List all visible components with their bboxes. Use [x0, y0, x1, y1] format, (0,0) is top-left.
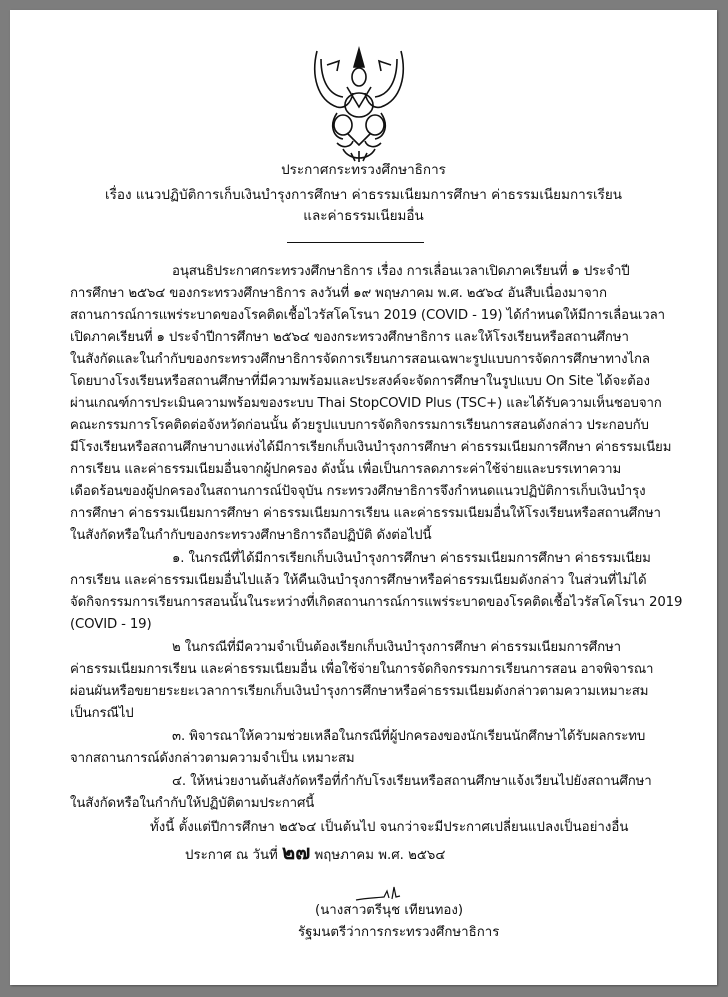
garuda-emblem-icon	[307, 45, 411, 163]
body-line: ในสังกัดหรือในกำกับของกระทรวงศึกษาธิการถือปฏิบัติ ดังต่อไปนี้	[70, 528, 432, 543]
clause-3-line: ๓. พิจารณาให้ความช่วยเหลือในกรณีที่ผู้ปกครองของนักเรียนนักศึกษาได้รับผลกระทบ	[172, 729, 646, 744]
clause-2-line: เป็นกรณีไป	[70, 706, 134, 721]
signatory-position: รัฐมนตรีว่าการกระทรวงศึกษาธิการ	[298, 925, 500, 940]
clause-1-line: การเรียน และค่าธรรมเนียมอื่นไปแล้ว ให้คืนเงินบำรุงการศึกษาหรือค่าธรรมเนียมดังกล่าว ในส่วนที่ไม่ได้	[70, 573, 647, 588]
clause-2-line: ๒ ในกรณีที่มีความจำเป็นต้องเรียกเก็บเงินบำรุงการศึกษา ค่าธรรมเนียมการศึกษา	[172, 640, 621, 655]
clause-1-line: จัดกิจกรรมการเรียนการสอนนั้นในระหว่างที่เกิดสถานการณ์การแพร่ระบาดของโรคติดเชื้อไวรัสโคโรนา 2019	[70, 595, 683, 610]
heading-divider	[287, 242, 424, 243]
body-line: ในสังกัดและในกำกับของกระทรวงศึกษาธิการจัดการเรียนการสอนเฉพาะรูปแบบการจัดการศึกษาทางไกล	[70, 352, 650, 367]
body-line: การเรียน และค่าธรรมเนียมอื่นจากผู้ปกครอง ดังนั้น เพื่อเป็นการลดภาระค่าใช้จ่ายและบรรเทาความ	[70, 462, 622, 477]
announcement-heading: ประกาศกระทรวงศึกษาธิการ	[281, 162, 446, 178]
body-line: มีโรงเรียนหรือสถานศึกษาบางแห่งได้มีการเรียกเก็บเงินบำรุงการศึกษา ค่าธรรมเนียมการศึกษา ค่าธรรมเนียม	[70, 440, 672, 455]
body-line: สถานการณ์การแพร่ระบาดของโรคติดเชื้อไวรัสโคโรนา 2019 (COVID - 19) ได้กำหนดให้มีการเลื่อนเวลา	[70, 308, 665, 323]
body-line: การศึกษา ค่าธรรมเนียมการศึกษา ค่าธรรมเนียมการเรียน และค่าธรรมเนียมอื่นให้โรงเรียนหรือสถานศึกษา	[70, 506, 661, 521]
clause-3-line: จากสถานการณ์ดังกล่าวตามความจำเป็น เหมาะสม	[70, 751, 355, 766]
clause-4-line: ในสังกัดหรือในกำกับให้ปฏิบัติตามประกาศนี้	[70, 796, 315, 811]
body-line: เปิดภาคเรียนที่ ๑ ประจำปีการศึกษา ๒๕๖๔ ของกระทรวงศึกษาธิการ และให้โรงเรียนหรือสถานศึกษา	[70, 330, 629, 345]
announcement-date	[185, 842, 445, 866]
clause-2-line: ผ่อนผันหรือขยายระยะเวลาการเรียกเก็บเงินบำรุงการศึกษาหรือค่าธรรมเนียมดังกล่าวตามความเหมาะสม	[70, 684, 649, 699]
body-line: โดยบางโรงเรียนหรือสถานศึกษาที่มีความพร้อมและประสงค์จะจัดการศึกษาในรูปแบบ On Site ได้จะต้อง	[70, 374, 650, 389]
body-line: อนุสนธิประกาศกระทรวงศึกษาธิการ เรื่อง การเลื่อนเวลาเปิดภาคเรียนที่ ๑ ประจำปี	[172, 264, 630, 279]
clause-1-line: ๑. ในกรณีที่ได้มีการเรียกเก็บเงินบำรุงการศึกษา ค่าธรรมเนียมการศึกษา ค่าธรรมเนียม	[172, 551, 651, 566]
date-day: ๒๗	[282, 840, 311, 864]
subject-line-1: เรื่อง แนวปฏิบัติการเก็บเงินบำรุงการศึกษา ค่าธรรมเนียมการศึกษา ค่าธรรมเนียมการเรียน	[105, 187, 622, 203]
body-line: การศึกษา ๒๕๖๔ ของกระทรวงศึกษาธิการ ลงวันที่ ๑๙ พฤษภาคม พ.ศ. ๒๕๖๔ อันสืบเนื่องมาจาก	[70, 286, 607, 301]
document-page	[10, 10, 717, 985]
date-prefix: ประกาศ ณ วันที่	[185, 848, 278, 863]
body-line: ผ่านเกณฑ์การประเมินความพร้อมของระบบ Thai StopCOVID Plus (TSC+) และได้รับความเห็นชอบจาก	[70, 396, 662, 411]
clause-4-line: ๔. ให้หน่วยงานต้นสังกัดหรือที่กำกับโรงเรียนหรือสถานศึกษาแจ้งเวียนไปยังสถานศึกษา	[172, 774, 652, 789]
clause-2-line: ค่าธรรมเนียมการเรียน และค่าธรรมเนียมอื่น เพื่อใช้จ่ายในการจัดกิจกรรมการเรียนการสอน อาจพิจารณา	[70, 662, 654, 677]
clause-1-line: (COVID - 19)	[70, 617, 152, 632]
signatory-name: (นางสาวตรีนุช เทียนทอง)	[315, 903, 464, 918]
date-month-year: พฤษภาคม พ.ศ. ๒๕๖๔	[314, 848, 446, 863]
body-line: เดือดร้อนของผู้ปกครองในสถานการณ์ปัจจุบัน กระทรวงศึกษาธิการจึงกำหนดแนวปฏิบัติการเก็บเงินบำรุง	[70, 484, 646, 499]
effective-line: ทั้งนี้ ตั้งแต่ปีการศึกษา ๒๕๖๔ เป็นต้นไป จนกว่าจะมีประกาศเปลี่ยนแปลงเป็นอย่างอื่น	[150, 820, 629, 835]
subject-line-2: และค่าธรรมเนียมอื่น	[303, 208, 424, 224]
body-line: คณะกรรมการโรคติดต่อจังหวัดก่อนนั้น ด้วยรูปแบบการจัดกิจกรรมการเรียนการสอนดังกล่าว ประกอบกับ	[70, 418, 649, 433]
